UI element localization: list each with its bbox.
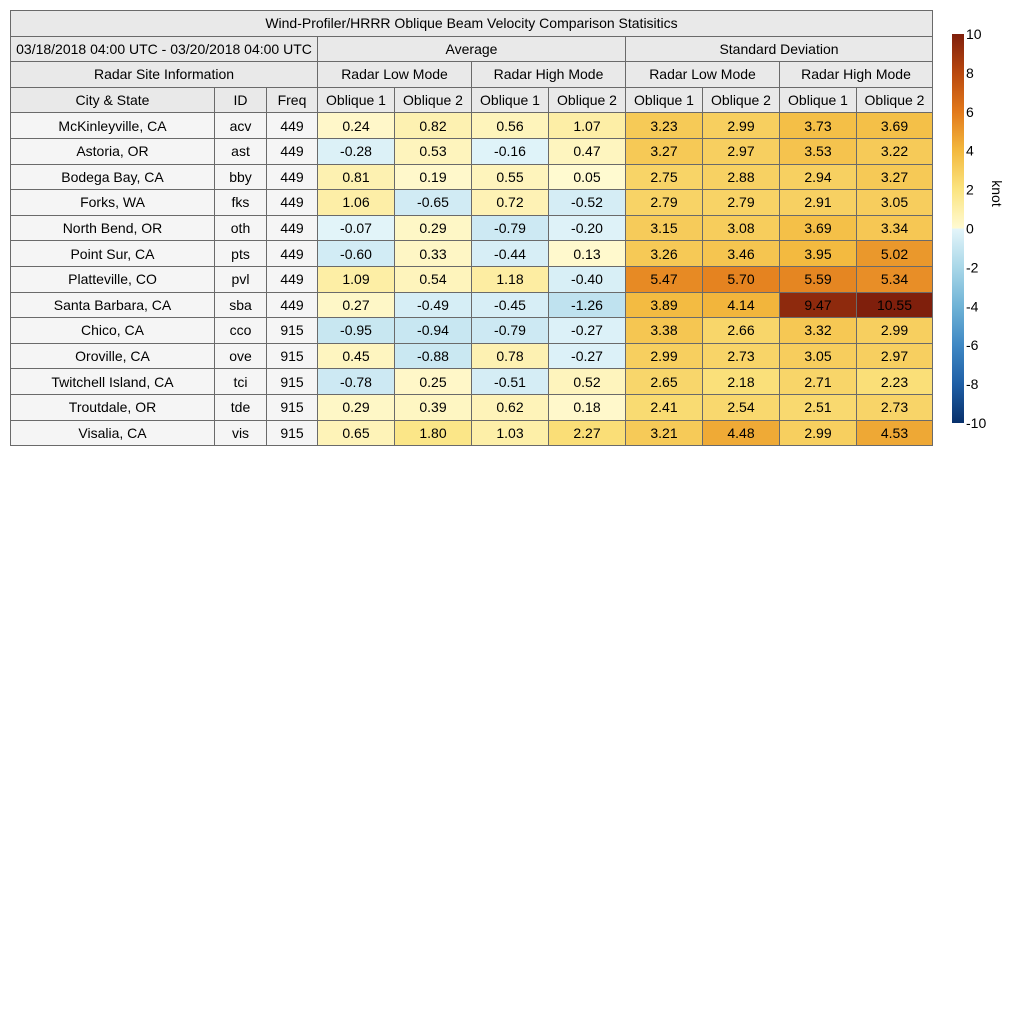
site-freq-cell: 449 <box>267 190 318 216</box>
sd-low-oblique2-cell: 2.73 <box>703 343 780 369</box>
colorbar-gradient <box>952 34 964 423</box>
avg-high-oblique2-cell: 0.18 <box>549 394 626 420</box>
avg-high-oblique1-cell: 1.18 <box>472 266 549 292</box>
sd-high-oblique1-cell: 3.69 <box>780 215 857 241</box>
colorbar <box>940 24 1010 431</box>
col-header-sd-high-oblique1: Oblique 1 <box>780 87 857 113</box>
site-city-cell: Oroville, CA <box>11 343 215 369</box>
avg-low-oblique1-cell: 0.24 <box>318 113 395 139</box>
table-row <box>11 266 933 292</box>
colorbar-tick-label: -8 <box>966 376 979 393</box>
site-freq-cell: 449 <box>267 292 318 318</box>
site-city-cell: Point Sur, CA <box>11 241 215 267</box>
avg-low-oblique1-cell: 1.09 <box>318 266 395 292</box>
table-row <box>11 292 933 318</box>
table-row <box>11 369 933 395</box>
site-id-cell: sba <box>215 292 267 318</box>
avg-low-oblique1-cell: 0.27 <box>318 292 395 318</box>
sd-high-oblique1-cell: 3.73 <box>780 113 857 139</box>
site-freq-cell: 449 <box>267 164 318 190</box>
table-row <box>11 215 933 241</box>
site-city-cell: Santa Barbara, CA <box>11 292 215 318</box>
sd-low-oblique1-cell: 5.47 <box>626 266 703 292</box>
site-id-cell: tde <box>215 394 267 420</box>
site-id-cell: fks <box>215 190 267 216</box>
avg-high-oblique1-cell: -0.79 <box>472 215 549 241</box>
site-city-cell: McKinleyville, CA <box>11 113 215 139</box>
avg-low-oblique1-cell: 0.45 <box>318 343 395 369</box>
avg-high-oblique1-cell: 0.78 <box>472 343 549 369</box>
comparison-statistics-table <box>10 10 933 446</box>
avg-low-oblique2-cell: 0.39 <box>395 394 472 420</box>
avg-high-oblique2-cell: -0.27 <box>549 343 626 369</box>
sd-low-oblique2-cell: 5.70 <box>703 266 780 292</box>
avg-low-oblique1-cell: 1.06 <box>318 190 395 216</box>
site-freq-cell: 915 <box>267 318 318 344</box>
sd-high-oblique1-cell: 3.95 <box>780 241 857 267</box>
col-header-avg-high-oblique2: Oblique 2 <box>549 87 626 113</box>
sd-high-oblique2-cell: 3.27 <box>857 164 933 190</box>
colorbar-tick-label: -2 <box>966 259 979 276</box>
col-header-city: City & State <box>11 87 215 113</box>
sd-high-oblique1-cell: 3.32 <box>780 318 857 344</box>
site-city-cell: Visalia, CA <box>11 420 215 446</box>
avg-high-oblique1-cell: 0.72 <box>472 190 549 216</box>
site-id-cell: tci <box>215 369 267 395</box>
avg-low-oblique1-cell: -0.78 <box>318 369 395 395</box>
avg-high-oblique1-cell: -0.44 <box>472 241 549 267</box>
sd-high-oblique1-cell: 2.99 <box>780 420 857 446</box>
site-freq-cell: 449 <box>267 113 318 139</box>
sd-high-mode-header: Radar High Mode <box>780 62 933 88</box>
avg-high-oblique1-cell: -0.16 <box>472 138 549 164</box>
sd-low-oblique1-cell: 3.26 <box>626 241 703 267</box>
sd-high-oblique2-cell: 5.02 <box>857 241 933 267</box>
sd-high-oblique1-cell: 3.53 <box>780 138 857 164</box>
date-range: 03/18/2018 04:00 UTC - 03/20/2018 04:00 UTC <box>11 36 318 62</box>
site-freq-cell: 449 <box>267 241 318 267</box>
sd-high-oblique2-cell: 2.97 <box>857 343 933 369</box>
sd-low-oblique2-cell: 2.66 <box>703 318 780 344</box>
sd-low-oblique1-cell: 3.23 <box>626 113 703 139</box>
avg-high-oblique2-cell: -1.26 <box>549 292 626 318</box>
site-city-cell: Forks, WA <box>11 190 215 216</box>
avg-high-oblique2-cell: -0.27 <box>549 318 626 344</box>
site-id-cell: cco <box>215 318 267 344</box>
col-header-sd-high-oblique2: Oblique 2 <box>857 87 933 113</box>
site-city-cell: Platteville, CO <box>11 266 215 292</box>
sd-high-oblique1-cell: 2.51 <box>780 394 857 420</box>
sd-high-oblique2-cell: 3.05 <box>857 190 933 216</box>
avg-high-oblique2-cell: -0.52 <box>549 190 626 216</box>
avg-low-oblique2-cell: 0.29 <box>395 215 472 241</box>
avg-low-oblique2-cell: 1.80 <box>395 420 472 446</box>
sd-low-oblique1-cell: 2.41 <box>626 394 703 420</box>
col-header-avg-low-oblique1: Oblique 1 <box>318 87 395 113</box>
sd-high-oblique1-cell: 3.05 <box>780 343 857 369</box>
sd-high-oblique2-cell: 2.23 <box>857 369 933 395</box>
avg-high-oblique1-cell: 0.55 <box>472 164 549 190</box>
title-row <box>11 11 933 37</box>
site-id-cell: vis <box>215 420 267 446</box>
table-row <box>11 318 933 344</box>
sd-low-oblique2-cell: 2.97 <box>703 138 780 164</box>
table-title: Wind-Profiler/HRRR Oblique Beam Velocity Comparison Statisitics <box>11 11 933 37</box>
sd-low-oblique1-cell: 2.65 <box>626 369 703 395</box>
sd-low-oblique2-cell: 2.99 <box>703 113 780 139</box>
sd-high-oblique2-cell: 5.34 <box>857 266 933 292</box>
avg-high-oblique2-cell: 0.05 <box>549 164 626 190</box>
site-city-cell: North Bend, OR <box>11 215 215 241</box>
site-city-cell: Chico, CA <box>11 318 215 344</box>
site-city-cell: Bodega Bay, CA <box>11 164 215 190</box>
avg-high-oblique2-cell: 1.07 <box>549 113 626 139</box>
sd-low-oblique2-cell: 2.54 <box>703 394 780 420</box>
colorbar-tick-label: -6 <box>966 337 979 354</box>
avg-low-oblique2-cell: -0.49 <box>395 292 472 318</box>
sd-low-oblique2-cell: 2.88 <box>703 164 780 190</box>
colorbar-tick-label: 6 <box>966 103 974 120</box>
avg-low-oblique1-cell: 0.65 <box>318 420 395 446</box>
avg-high-oblique1-cell: 0.56 <box>472 113 549 139</box>
colorbar-tick-label: 8 <box>966 64 974 81</box>
avg-low-oblique2-cell: -0.65 <box>395 190 472 216</box>
avg-high-oblique1-cell: 1.03 <box>472 420 549 446</box>
sd-low-oblique1-cell: 2.79 <box>626 190 703 216</box>
colorbar-ticks <box>966 26 986 431</box>
site-freq-cell: 449 <box>267 138 318 164</box>
site-freq-cell: 915 <box>267 420 318 446</box>
sd-low-oblique1-cell: 3.89 <box>626 292 703 318</box>
average-group-header: Average <box>318 36 626 62</box>
colorbar-tick-label: 10 <box>966 26 982 42</box>
sd-low-oblique2-cell: 3.08 <box>703 215 780 241</box>
avg-low-oblique2-cell: 0.82 <box>395 113 472 139</box>
colorbar-tick-label: 0 <box>966 220 974 237</box>
site-freq-cell: 915 <box>267 369 318 395</box>
sd-low-oblique2-cell: 4.14 <box>703 292 780 318</box>
sd-high-oblique1-cell: 2.91 <box>780 190 857 216</box>
sd-high-oblique1-cell: 2.94 <box>780 164 857 190</box>
sd-high-oblique2-cell: 2.99 <box>857 318 933 344</box>
colorbar-tick-label: 2 <box>966 181 974 198</box>
sd-low-oblique1-cell: 2.99 <box>626 343 703 369</box>
site-id-cell: pts <box>215 241 267 267</box>
colorbar-tick-label: 4 <box>966 142 974 159</box>
avg-low-mode-header: Radar Low Mode <box>318 62 472 88</box>
table-row <box>11 113 933 139</box>
site-id-cell: bby <box>215 164 267 190</box>
colorbar-label: knot <box>989 180 1005 207</box>
site-freq-cell: 915 <box>267 343 318 369</box>
sd-low-mode-header: Radar Low Mode <box>626 62 780 88</box>
sd-low-oblique1-cell: 2.75 <box>626 164 703 190</box>
table-row <box>11 343 933 369</box>
avg-low-oblique2-cell: 0.19 <box>395 164 472 190</box>
sd-low-oblique1-cell: 3.21 <box>626 420 703 446</box>
avg-low-oblique2-cell: -0.94 <box>395 318 472 344</box>
avg-high-oblique2-cell: -0.20 <box>549 215 626 241</box>
sd-high-oblique1-cell: 9.47 <box>780 292 857 318</box>
avg-low-oblique2-cell: 0.54 <box>395 266 472 292</box>
avg-low-oblique1-cell: -0.07 <box>318 215 395 241</box>
site-freq-cell: 449 <box>267 215 318 241</box>
sd-high-oblique2-cell: 3.34 <box>857 215 933 241</box>
avg-low-oblique2-cell: 0.25 <box>395 369 472 395</box>
sd-high-oblique1-cell: 2.71 <box>780 369 857 395</box>
site-id-cell: ast <box>215 138 267 164</box>
sd-high-oblique2-cell: 3.22 <box>857 138 933 164</box>
site-freq-cell: 449 <box>267 266 318 292</box>
site-city-cell: Twitchell Island, CA <box>11 369 215 395</box>
colorbar-tick-label: -4 <box>966 298 979 315</box>
col-header-avg-low-oblique2: Oblique 2 <box>395 87 472 113</box>
table-row <box>11 138 933 164</box>
table-row <box>11 241 933 267</box>
avg-high-oblique1-cell: -0.45 <box>472 292 549 318</box>
sd-low-oblique1-cell: 3.38 <box>626 318 703 344</box>
sd-high-oblique2-cell: 10.55 <box>857 292 933 318</box>
avg-high-oblique2-cell: -0.40 <box>549 266 626 292</box>
avg-high-oblique2-cell: 2.27 <box>549 420 626 446</box>
avg-low-oblique2-cell: 0.33 <box>395 241 472 267</box>
sd-high-oblique2-cell: 3.69 <box>857 113 933 139</box>
avg-high-oblique2-cell: 0.13 <box>549 241 626 267</box>
mode-row <box>11 62 933 88</box>
stddev-group-header: Standard Deviation <box>626 36 933 62</box>
avg-low-oblique2-cell: -0.88 <box>395 343 472 369</box>
table-row <box>11 420 933 446</box>
sd-high-oblique2-cell: 4.53 <box>857 420 933 446</box>
site-id-cell: acv <box>215 113 267 139</box>
site-city-cell: Astoria, OR <box>11 138 215 164</box>
table-row <box>11 190 933 216</box>
col-header-id: ID <box>215 87 267 113</box>
site-freq-cell: 915 <box>267 394 318 420</box>
avg-low-oblique2-cell: 0.53 <box>395 138 472 164</box>
site-city-cell: Troutdale, OR <box>11 394 215 420</box>
avg-high-oblique1-cell: -0.51 <box>472 369 549 395</box>
site-info-header: Radar Site Information <box>11 62 318 88</box>
avg-high-oblique2-cell: 0.52 <box>549 369 626 395</box>
sd-low-oblique2-cell: 2.79 <box>703 190 780 216</box>
sd-low-oblique2-cell: 4.48 <box>703 420 780 446</box>
sd-high-oblique1-cell: 5.59 <box>780 266 857 292</box>
col-header-freq: Freq <box>267 87 318 113</box>
col-header-avg-high-oblique1: Oblique 1 <box>472 87 549 113</box>
col-header-sd-low-oblique1: Oblique 1 <box>626 87 703 113</box>
sd-low-oblique1-cell: 3.15 <box>626 215 703 241</box>
sd-low-oblique2-cell: 2.18 <box>703 369 780 395</box>
site-id-cell: pvl <box>215 266 267 292</box>
col-header-sd-low-oblique2: Oblique 2 <box>703 87 780 113</box>
period-row <box>11 36 933 62</box>
sd-high-oblique2-cell: 2.73 <box>857 394 933 420</box>
avg-low-oblique1-cell: 0.29 <box>318 394 395 420</box>
site-id-cell: oth <box>215 215 267 241</box>
avg-low-oblique1-cell: -0.95 <box>318 318 395 344</box>
sd-low-oblique2-cell: 3.46 <box>703 241 780 267</box>
avg-high-oblique1-cell: 0.62 <box>472 394 549 420</box>
avg-low-oblique1-cell: 0.81 <box>318 164 395 190</box>
avg-high-oblique1-cell: -0.79 <box>472 318 549 344</box>
avg-high-oblique2-cell: 0.47 <box>549 138 626 164</box>
table-row <box>11 394 933 420</box>
column-header-row <box>11 87 933 113</box>
avg-high-mode-header: Radar High Mode <box>472 62 626 88</box>
colorbar-tick-label: -10 <box>966 415 987 431</box>
table-row <box>11 164 933 190</box>
avg-low-oblique1-cell: -0.28 <box>318 138 395 164</box>
site-id-cell: ove <box>215 343 267 369</box>
sd-low-oblique1-cell: 3.27 <box>626 138 703 164</box>
avg-low-oblique1-cell: -0.60 <box>318 241 395 267</box>
